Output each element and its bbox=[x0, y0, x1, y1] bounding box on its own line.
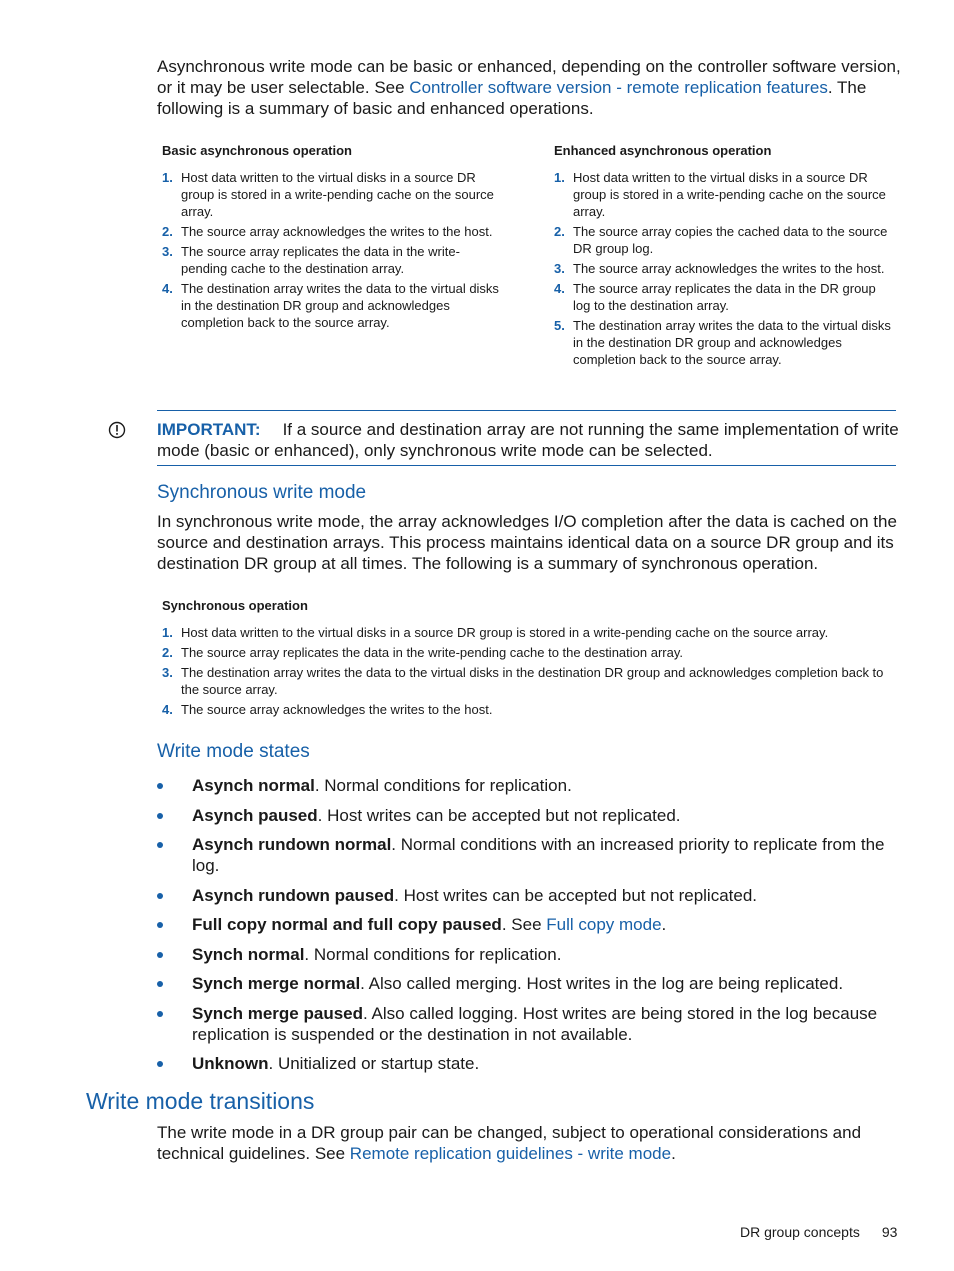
step-number: 2. bbox=[554, 224, 565, 239]
states-list bbox=[157, 775, 897, 1074]
list-item bbox=[162, 624, 896, 641]
state-term: Synch merge normal bbox=[192, 974, 361, 993]
states-heading: Write mode states bbox=[157, 741, 310, 762]
step-text: The source array replicates the data in the write-pending cache to the destination array. bbox=[181, 244, 460, 276]
enhanced-async-list bbox=[554, 169, 896, 368]
footer-section: DR group concepts bbox=[740, 1224, 860, 1240]
list-item bbox=[162, 243, 502, 277]
list-item bbox=[157, 885, 897, 906]
step-text: The destination array writes the data to the virtual disks in the destination DR group and acknowledges completion back to the source array. bbox=[181, 281, 499, 330]
step-number: 4. bbox=[162, 281, 173, 296]
bullet-icon bbox=[157, 1011, 163, 1017]
step-number: 3. bbox=[554, 261, 565, 276]
step-number: 1. bbox=[162, 625, 173, 640]
state-desc-after: . bbox=[661, 915, 667, 934]
state-desc: . Also called logging. Host writes are being stored in the log because replication is suspended or the destination in not available. bbox=[192, 1003, 878, 1044]
list-item bbox=[157, 944, 897, 965]
state-desc: . Normal conditions for replication. bbox=[304, 944, 562, 964]
basic-async-heading: Basic asynchronous operation bbox=[162, 143, 352, 158]
list-item bbox=[157, 1003, 897, 1045]
list-item bbox=[554, 280, 896, 314]
step-number: 3. bbox=[162, 665, 173, 680]
transitions-text: The write mode in a DR group pair can be changed, subject to operational considerations and technical guidelines. See bbox=[157, 1123, 862, 1163]
important-text: If a source and destination array are not running the same implementation of write mode (basic or enhanced), only synchronous write mode can be selected. bbox=[157, 420, 899, 460]
step-text: Host data written to the virtual disks in a source DR group is stored in a write-pending cache on the source array. bbox=[181, 170, 494, 219]
list-item bbox=[554, 317, 896, 368]
important-bottom-rule bbox=[157, 465, 896, 466]
important-icon bbox=[108, 421, 126, 439]
step-number: 4. bbox=[554, 281, 565, 296]
list-item bbox=[554, 223, 896, 257]
state-desc: . Normal conditions with an increased priority to replicate from the log. bbox=[192, 835, 885, 875]
bullet-icon bbox=[157, 893, 163, 899]
step-text: The source array copies the cached data to the source DR group log. bbox=[573, 224, 888, 256]
step-number: 3. bbox=[162, 244, 173, 259]
transitions-text-after: . bbox=[671, 1144, 676, 1163]
bullet-icon bbox=[157, 922, 163, 928]
step-text: The destination array writes the data to the virtual disks in the destination DR group and acknowledges completion back to the source array. bbox=[181, 665, 884, 697]
list-item bbox=[157, 805, 897, 826]
list-item bbox=[157, 914, 897, 935]
state-desc: . Host writes can be accepted but not replicated. bbox=[394, 885, 758, 905]
basic-async-column bbox=[162, 143, 502, 334]
important-top-rule bbox=[157, 410, 896, 411]
state-term: Asynch paused bbox=[192, 805, 318, 825]
bullet-icon bbox=[157, 981, 163, 987]
basic-async-list bbox=[162, 169, 502, 331]
state-term: Unknown bbox=[192, 1054, 269, 1073]
list-item bbox=[157, 775, 897, 796]
bullet-icon bbox=[157, 783, 163, 789]
step-text: The destination array writes the data to the virtual disks in the destination DR group and acknowledges completion back to the source array. bbox=[573, 318, 891, 367]
list-item bbox=[162, 223, 502, 240]
state-term: Asynch rundown normal bbox=[192, 835, 392, 854]
step-text: Host data written to the virtual disks in a source DR group is stored in a write-pending cache on the source array. bbox=[573, 170, 886, 219]
step-text: The source array replicates the data in the write-pending cache to the destination array. bbox=[181, 645, 683, 660]
step-number: 4. bbox=[162, 702, 173, 717]
list-item bbox=[162, 169, 502, 220]
list-item bbox=[162, 280, 502, 331]
bullet-icon bbox=[157, 842, 163, 848]
step-text: The source array acknowledges the writes to the host. bbox=[181, 702, 493, 717]
sync-body: In synchronous write mode, the array acknowledges I/O completion after the data is cached on the source and destination arrays. This process maintains identical data on a source DR group and its destination DR group at all times. The following is a summary of synchronous operation. bbox=[157, 512, 897, 573]
important-note bbox=[157, 419, 902, 461]
state-desc: . Also called merging. Host writes in the log are being replicated. bbox=[360, 974, 844, 993]
step-number: 1. bbox=[554, 170, 565, 185]
list-item bbox=[162, 664, 896, 698]
step-text: The source array acknowledges the writes to the host. bbox=[573, 261, 885, 276]
list-item bbox=[554, 169, 896, 220]
list-item bbox=[157, 834, 897, 876]
bullet-icon bbox=[157, 1061, 163, 1067]
intro-text: Asynchronous write mode can be basic or enhanced, depending on the controller software version, or it may be user selectable. See bbox=[157, 57, 901, 97]
list-item bbox=[157, 1053, 897, 1074]
intro-text-after: . The following is a summary of basic and enhanced operations. bbox=[157, 78, 867, 118]
states-list-container bbox=[157, 775, 897, 1083]
state-term: Asynch normal bbox=[192, 776, 315, 795]
state-term: Synch normal bbox=[192, 944, 305, 964]
enhanced-async-column bbox=[554, 143, 896, 371]
intro-paragraph bbox=[157, 56, 902, 119]
list-item bbox=[157, 973, 897, 994]
transitions-heading: Write mode transitions bbox=[86, 1088, 315, 1114]
state-desc: . Host writes can be accepted but not replicated. bbox=[317, 805, 681, 825]
step-text: The source array acknowledges the writes to the host. bbox=[181, 224, 493, 239]
page-number: 93 bbox=[881, 1224, 898, 1240]
list-item bbox=[554, 260, 896, 277]
controller-software-link[interactable]: Controller software version - remote replication features bbox=[409, 78, 828, 97]
transitions-paragraph bbox=[157, 1122, 897, 1164]
bullet-icon bbox=[157, 952, 163, 958]
sync-operation-block bbox=[162, 598, 896, 721]
list-item bbox=[162, 701, 896, 718]
enhanced-async-heading: Enhanced asynchronous operation bbox=[554, 143, 772, 158]
state-term: Asynch rundown paused bbox=[192, 885, 395, 905]
sync-heading: Synchronous write mode bbox=[157, 482, 367, 503]
sync-operation-heading: Synchronous operation bbox=[162, 598, 308, 613]
step-number: 2. bbox=[162, 645, 173, 660]
remote-replication-guidelines-link[interactable]: Remote replication guidelines - write mode bbox=[349, 1144, 672, 1163]
state-desc: . Unitialized or startup state. bbox=[268, 1054, 480, 1073]
state-desc: . Normal conditions for replication. bbox=[314, 776, 572, 795]
state-desc: . See bbox=[501, 915, 547, 934]
full-copy-mode-link[interactable]: Full copy mode bbox=[546, 915, 662, 934]
step-text: Host data written to the virtual disks in a source DR group is stored in a write-pending cache on the source array. bbox=[181, 625, 829, 640]
step-number: 2. bbox=[162, 224, 173, 239]
sync-operation-list bbox=[162, 624, 896, 718]
state-term: Synch merge paused bbox=[192, 1003, 364, 1023]
important-label: IMPORTANT: bbox=[157, 420, 261, 439]
step-text: The source array replicates the data in the DR group log to the destination array. bbox=[573, 281, 876, 313]
bullet-icon bbox=[157, 813, 163, 819]
page-footer bbox=[740, 1224, 897, 1240]
step-number: 1. bbox=[162, 170, 173, 185]
state-term: Full copy normal and full copy paused bbox=[192, 915, 502, 934]
list-item bbox=[162, 644, 896, 661]
step-number: 5. bbox=[554, 318, 565, 333]
